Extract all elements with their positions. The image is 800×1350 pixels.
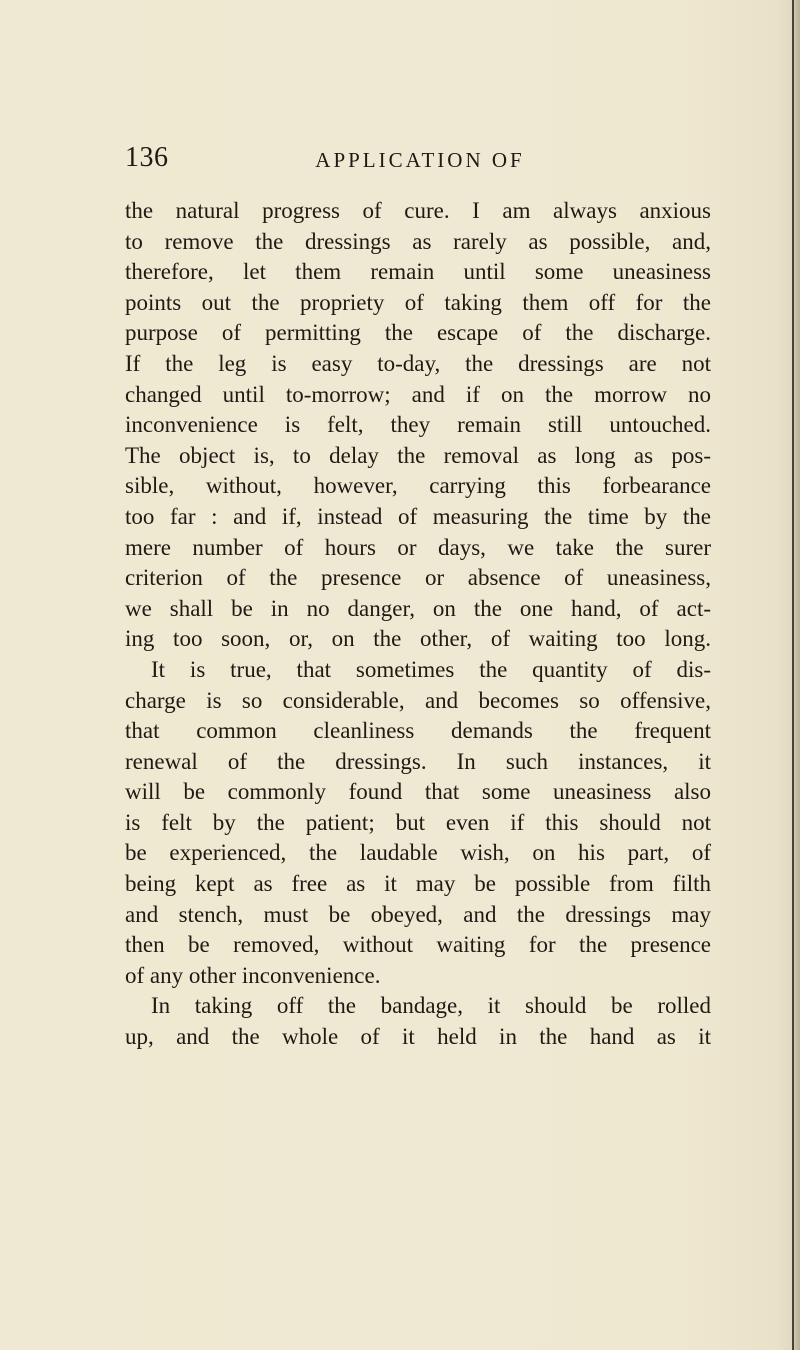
text-line: therefore, let them remain until some uneasiness [125,259,711,285]
page-edge-shadow [794,0,800,1350]
text-line: inconvenience is felt, they remain still untouched. [125,412,711,438]
text-line: will be commonly found that some uneasiness also [125,779,711,805]
body-text [125,196,711,1053]
text-line: purpose of permitting the escape of the discharge. [125,320,711,346]
text-line: changed until to-morrow; and if on the morrow no [125,381,711,407]
text-line: of any other inconvenience. [125,962,381,988]
page-number: 136 [125,142,169,173]
text-line: up, and the whole of it held in the hand as it [125,1024,711,1050]
text-line: the natural progress of cure. I am always anxious [125,198,711,223]
text-line: being kept as free as it may be possible from filth [125,871,711,897]
text-line: ing too soon, or, on the other, of waiting too long. [125,626,711,652]
text-line: points out the propriety of taking them off for the [125,289,711,315]
page-edge-line [792,0,794,1350]
text-line: renewal of the dressings. In such instances, it [125,748,711,774]
text-line: mere number of hours or days, we take the surer [125,534,711,560]
text-line: charge is so considerable, and becomes so offensive, [125,687,711,713]
text-line: If the leg is easy to-day, the dressings are not [125,350,711,376]
text-line: criterion of the presence or absence of uneasiness, [125,565,711,591]
text-line: It is true, that sometimes the quantity of dis- [151,656,711,682]
text-line: and stench, must be obeyed, and the dressings may [125,901,711,927]
running-head-wrapper [0,148,760,173]
text-line: too far : and if, instead of measuring the time by the [125,503,711,529]
text-line: be experienced, the laudable wish, on his part, of [125,840,711,866]
text-line: In taking off the bandage, it should be rolled [151,993,711,1019]
running-head: APPLICATION OF [315,148,525,172]
text-line: that common cleanliness demands the frequent [125,718,711,744]
text-line: sible, without, however, carrying this forbearance [125,473,711,499]
text-line: to remove the dressings as rarely as possible, and, [125,228,711,254]
text-line: is felt by the patient; but even if this should not [125,809,711,835]
text-line: The object is, to delay the removal as long as pos- [125,442,711,468]
text-line: we shall be in no danger, on the one hand, of act- [125,595,711,621]
text-line: then be removed, without waiting for the presence [125,932,711,958]
page-header [0,142,800,182]
